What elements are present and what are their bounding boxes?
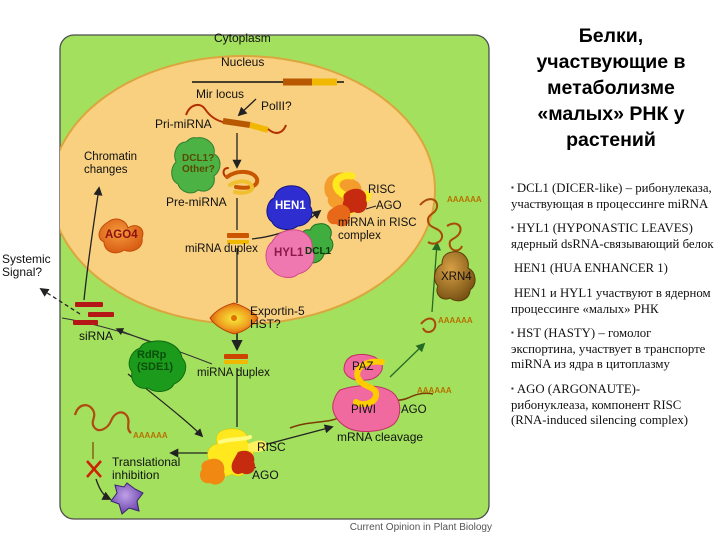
- hyl1-label: HYL1: [274, 247, 304, 259]
- bullet-item-hst: [511, 326, 717, 373]
- mir-locus-label: Mir locus: [196, 87, 245, 101]
- chromatin-changes-label: Chromatin changes: [84, 151, 138, 176]
- title-line: Белки,: [578, 25, 644, 47]
- poly-a-label-3: AAAAAA: [417, 386, 452, 395]
- risc-bottom-label: RISC: [257, 440, 286, 454]
- bullet-marker: ▪: [511, 223, 514, 233]
- poly-a-label-4: AAAAAA: [133, 431, 168, 440]
- title-line: растений: [566, 128, 656, 151]
- bullet-item-hyl1: [511, 221, 717, 252]
- cytoplasm-label: Cytoplasm: [214, 31, 271, 45]
- bullet-item-hen1-hyl1: [511, 286, 717, 317]
- bullet-text: HEN1 (HUA ENHANCER 1): [514, 261, 668, 276]
- bullet-item-dcl1: [511, 181, 717, 212]
- journal-credit: Current Opinion in Plant Biology: [349, 522, 492, 533]
- pri-mirna-label: Pri-miRNA: [155, 117, 212, 131]
- bullet-text: HEN1 и HYL1 участвуют в ядерном процессинге «малых» РНК: [511, 286, 711, 316]
- bullet-item-hen1: [511, 261, 717, 277]
- bullet-list: [511, 181, 717, 438]
- mirna-duplex-cyto-label: miRNA duplex: [197, 367, 270, 379]
- dcl1-other-label: DCL1? Other?: [182, 153, 215, 176]
- title-line: метаболизме: [547, 76, 675, 99]
- title-line: «малых» РНК у: [537, 102, 685, 125]
- bullet-marker: ▪: [511, 384, 514, 394]
- bullet-text: HYL1 (HYPONASTIC LEAVES) ядерный dsRNA-связывающий белок: [511, 221, 714, 251]
- slide-title: [506, 24, 716, 154]
- rdrp-sde1-label: RdRp (SDE1): [137, 349, 174, 374]
- bullet-marker: ▪: [511, 183, 514, 192]
- paz-label: PAZ: [352, 361, 374, 373]
- mirna-duplex-nuclear-label: miRNA duplex: [185, 243, 258, 255]
- ago4-label: AGO4: [105, 229, 138, 241]
- poly-a-label-1: AAAAAA: [447, 195, 482, 204]
- ago-bottom-label: AGO: [252, 468, 279, 482]
- hen1-label: HEN1: [275, 200, 306, 212]
- exportin-hst-label: Exportin-5 HST?: [250, 304, 305, 332]
- bullet-item-ago: [511, 382, 717, 429]
- bullet-text: HST (HASTY) – гомолог экспортина, участвует в транспорте miRNA из ядра в цитоплазму: [511, 326, 706, 372]
- systemic-signal-label: Systemic Signal?: [2, 252, 51, 280]
- sirna-label: siRNA: [79, 329, 114, 343]
- mirna-duplex-cyto-bars: [224, 354, 248, 364]
- ago-nuclear-label: AGO: [376, 200, 402, 212]
- bullet-marker: ▪: [511, 328, 514, 338]
- piwi-label: PIWI: [351, 404, 376, 416]
- nucleus-label: Nucleus: [221, 55, 265, 69]
- bullet-text: DCL1 (DICER-like) – рибонулеказа, участвующая в процессинге miRNA: [511, 181, 712, 211]
- ago-piwi-label: AGO: [401, 404, 427, 416]
- bullet-text: AGO (ARGONAUTE)- рибонуклеаза, компонент RISC (RNA-induced silencing complex): [511, 382, 688, 428]
- risc-nuclear-label: RISC: [368, 184, 396, 196]
- translational-inhibition-label: Translational inhibition: [112, 455, 181, 483]
- mirna-in-risc-label: miRNA in RISC complex: [338, 217, 417, 242]
- dcl1-label: DCL1: [305, 246, 332, 257]
- poly-a-label-2: AAAAAA: [438, 316, 473, 325]
- mrna-cleavage-label: mRNA cleavage: [337, 430, 424, 444]
- pre-mirna-label: Pre-miRNA: [166, 195, 227, 209]
- title-line: участвующие в: [536, 50, 686, 73]
- pol-label: PolII?: [261, 99, 292, 113]
- xrn4-label: XRN4: [441, 271, 472, 283]
